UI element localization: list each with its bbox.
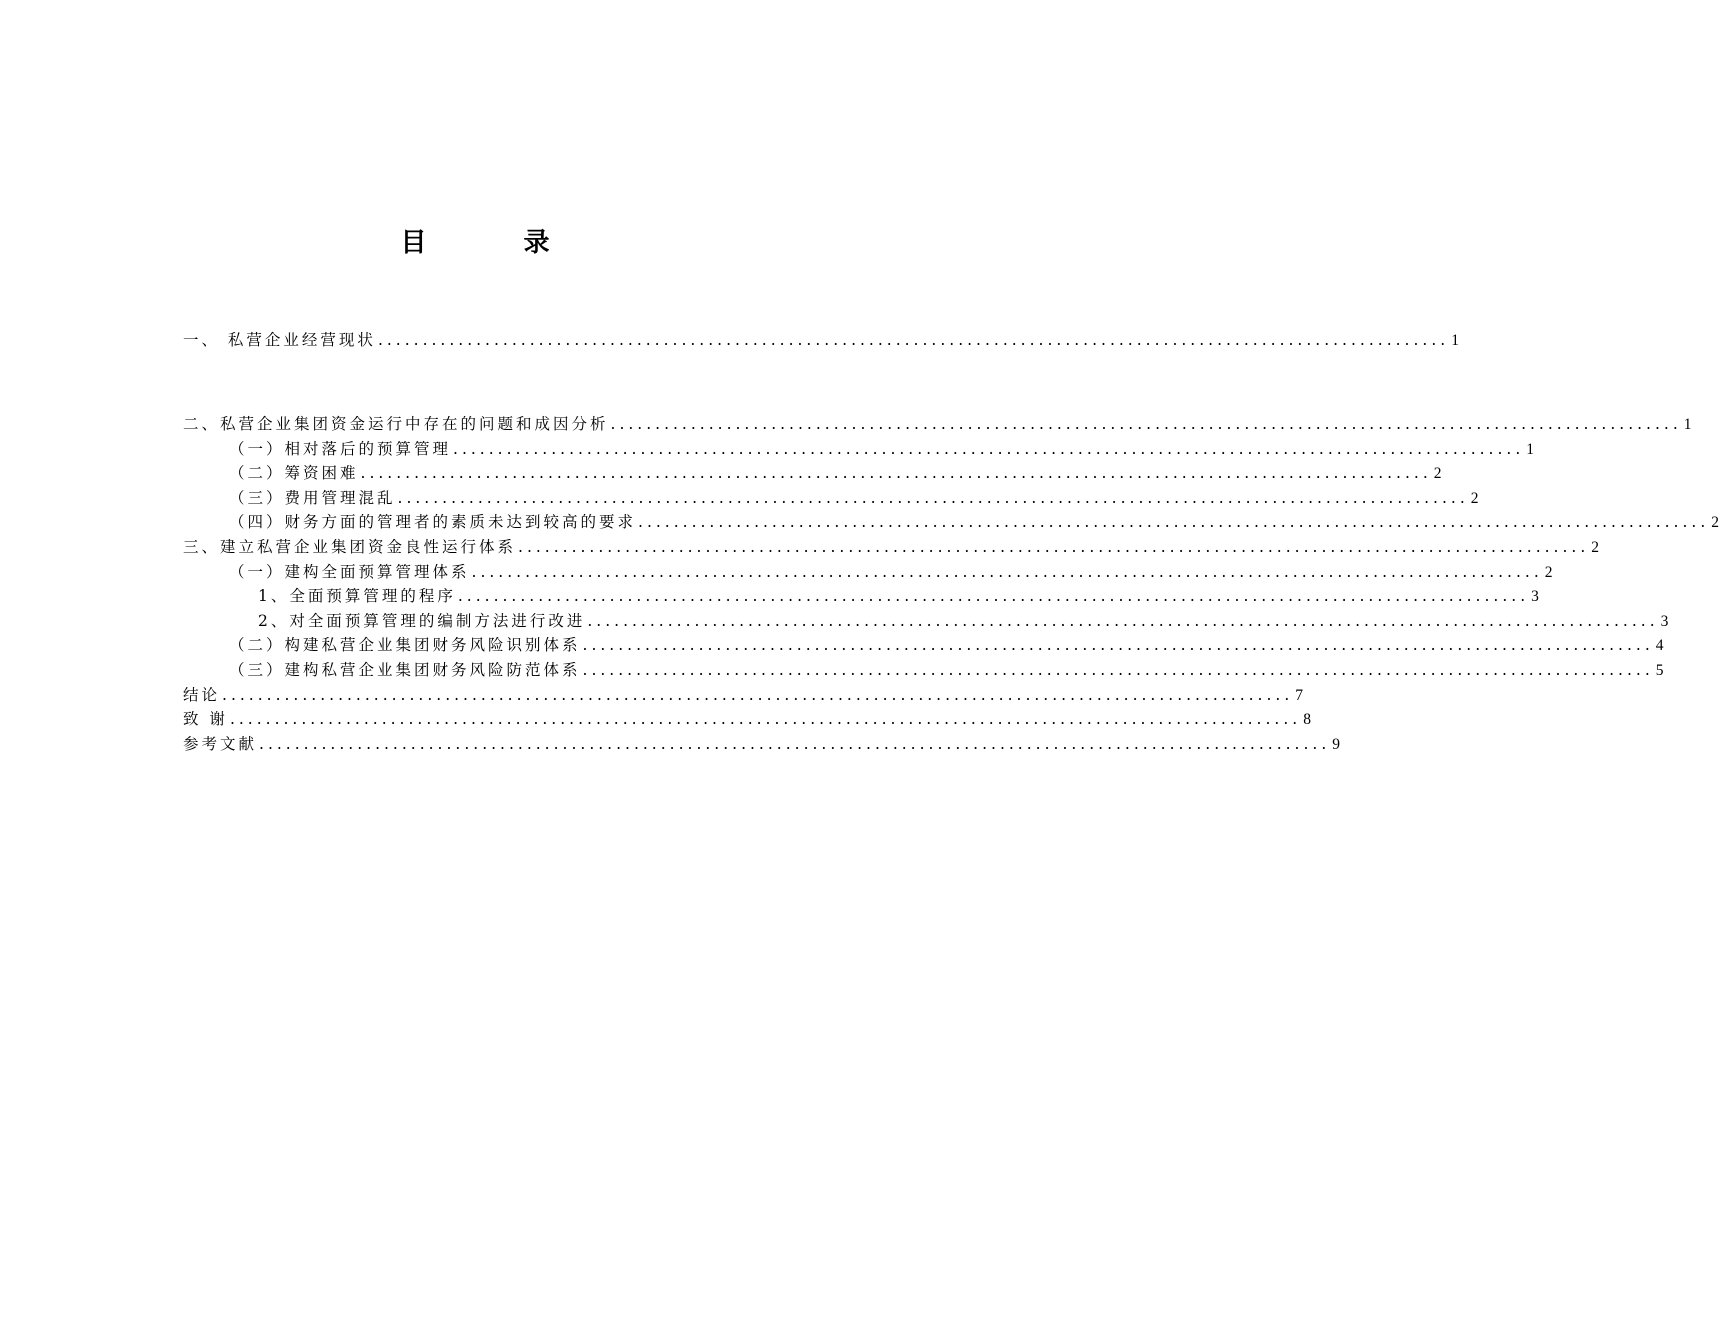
toc-page-number: 2 <box>1711 514 1719 532</box>
toc-dot-leader: ........................................................................................................................ <box>457 587 1530 606</box>
toc-entry-label: （三）建构私营企业集团财务风险防范体系 <box>229 660 581 679</box>
toc-entry[interactable] <box>183 560 1553 585</box>
toc-dot-leader: ........................................................................................................................ <box>582 660 1654 679</box>
toc-entry-label: （三）费用管理混乱 <box>229 488 396 507</box>
page-title: 目 录 <box>400 228 594 258</box>
toc-page-number: 9 <box>1332 735 1341 753</box>
toc-entry-label: （四）财务方面的管理者的素质未达到较高的要求 <box>229 513 637 532</box>
toc-entry-label: 二、私营企业集团资金运行中存在的问题和成因分析 <box>183 415 609 433</box>
toc-page-number: 1 <box>1683 416 1692 433</box>
toc-entry[interactable] <box>183 633 1664 658</box>
toc-entry[interactable] <box>183 609 1669 634</box>
toc-entry[interactable] <box>183 535 1600 560</box>
toc-entry[interactable] <box>183 328 1459 353</box>
toc-entry[interactable] <box>183 412 1692 437</box>
toc-dot-leader: ........................................................................................................................ <box>360 464 1432 483</box>
toc-page-number: 2 <box>1591 538 1600 556</box>
toc-page-number: 1 <box>1526 440 1535 458</box>
toc-dot-leader: ........................................................................................................................ <box>638 513 1710 532</box>
toc-page-number: 5 <box>1655 661 1664 679</box>
toc-list-first <box>183 328 1459 353</box>
toc-entry[interactable] <box>183 486 1479 511</box>
toc-entry-label: 2、对全面预算管理的编制方法进行改进 <box>258 611 586 630</box>
toc-entry-label: 1、全面预算管理的程序 <box>258 587 456 606</box>
toc-dot-leader: ........................................................................................................................ <box>377 331 1450 349</box>
toc-dot-leader: ........................................................................................................................ <box>397 488 1469 507</box>
toc-entry[interactable] <box>183 437 1535 462</box>
toc-entry-label: （一）建构全面预算管理体系 <box>229 562 470 581</box>
toc-page-number: 3 <box>1531 588 1539 606</box>
toc-dot-leader: ........................................................................................................................ <box>222 685 1294 704</box>
toc-dot-leader: ........................................................................................................................ <box>471 562 1543 581</box>
toc-entry-label: 三、建立私营企业集团资金良性运行体系 <box>183 537 517 556</box>
toc-entry[interactable] <box>183 510 1719 535</box>
toc-page-number: 2 <box>1433 465 1442 483</box>
toc-dot-leader: ........................................................................................................................ <box>610 415 1682 433</box>
toc-entry-label: （一）相对落后的预算管理 <box>229 439 452 458</box>
toc-entry[interactable] <box>183 461 1442 486</box>
toc-page-number: 1 <box>1451 332 1459 349</box>
toc-entry-label: 一、 私营企业经营现状 <box>183 331 376 349</box>
toc-entry[interactable] <box>183 707 1311 732</box>
toc-page-number: 2 <box>1544 563 1553 581</box>
toc-page-number: 2 <box>1470 489 1479 507</box>
toc-list-main <box>183 412 1719 756</box>
toc-dot-leader: ........................................................................................................................ <box>229 710 1302 729</box>
toc-dot-leader: ........................................................................................................................ <box>582 636 1654 655</box>
toc-entry-label: 致 谢 <box>183 710 228 729</box>
toc-dot-leader: ........................................................................................................................ <box>453 439 1525 458</box>
toc-entry[interactable] <box>183 658 1664 683</box>
toc-page-number: 4 <box>1655 637 1664 655</box>
toc-page-number: 8 <box>1303 711 1311 729</box>
toc-dot-leader: ........................................................................................................................ <box>587 611 1659 630</box>
toc-entry[interactable] <box>183 683 1304 708</box>
toc-entry-label: 结论 <box>183 685 221 704</box>
toc-entry-label: 参考文献 <box>183 734 258 753</box>
toc-entry-label: （二）构建私营企业集团财务风险识别体系 <box>229 636 581 655</box>
toc-page-number: 3 <box>1660 612 1669 630</box>
toc-entry-label: （二）筹资困难 <box>229 464 359 483</box>
toc-dot-leader: ........................................................................................................................ <box>259 734 1331 753</box>
toc-entry[interactable] <box>183 584 1539 609</box>
toc-dot-leader: ........................................................................................................................ <box>518 537 1590 556</box>
toc-entry[interactable] <box>183 732 1341 757</box>
toc-page-number: 7 <box>1295 686 1304 704</box>
